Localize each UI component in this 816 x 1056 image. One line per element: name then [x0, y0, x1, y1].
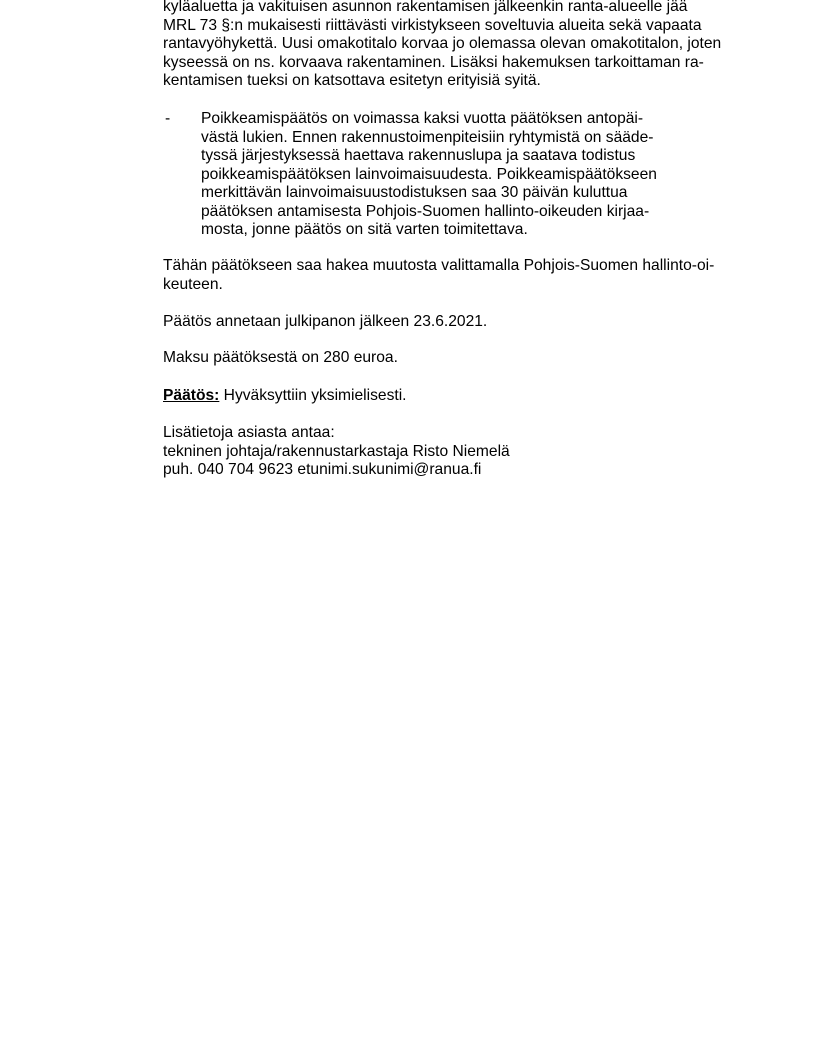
appeal-paragraph [163, 257, 714, 294]
fee-paragraph: Maksu päätöksestä on 280 euroa. [163, 349, 398, 366]
issued-paragraph: Päätös annetaan julkipanon jälkeen 23.6.2021. [163, 313, 488, 330]
bullet-item-validity [201, 110, 657, 240]
text-line: Tähän päätökseen saa hakea muutosta valittamalla Pohjois-Suomen hallinto-oi- [163, 257, 715, 274]
text-line: kyseessä on ns. korvaava rakentaminen. Lisäksi hakemuksen tarkoittaman ra- [163, 53, 704, 71]
text-line: päätöksen antamisesta Pohjois-Suomen hallinto-oikeuden kirjaa- [201, 202, 650, 220]
paragraph-justification [163, 0, 721, 91]
text-line: poikkeamispäätöksen lainvoimaisuudesta. Poikkeamispäätökseen [201, 165, 657, 183]
contact-info [163, 424, 510, 480]
text-line: mosta, jonne päätös on sitä varten toimitettava. [201, 221, 528, 238]
decision-text: Hyväksyttiin yksimielisesti. [219, 387, 407, 404]
contact-heading: Lisätietoja asiasta antaa: [163, 424, 335, 441]
text-line: Poikkeamispäätös on voimassa kaksi vuotta päätöksen antopäi- [201, 110, 644, 127]
text-line: kyläaluetta ja vakituisen asunnon rakentamisen jälkeenkin ranta-alueelle jää [163, 0, 688, 15]
text-line: keuteen. [163, 275, 223, 293]
text-line: merkittävän lainvoimaisuustodistuksen saa 30 päivän kuluttua [201, 184, 628, 201]
decision-label: Päätös: [163, 387, 220, 404]
bullet-marker: - [165, 110, 171, 127]
text-line: västä lukien. Ennen rakennustoimenpiteisiin ryhtymistä on sääde- [201, 128, 654, 146]
text-line: kentamisen tueksi on katsottava esitetyn erityisiä syitä. [163, 72, 541, 89]
text-line: tyssä järjestyksessä haettava rakennuslupa ja saatava todistus [201, 147, 636, 164]
contact-person: tekninen johtaja/rakennustarkastaja Risto Niemelä [163, 442, 510, 460]
text-line: MRL 73 §:n mukaisesti riittävästi virkistykseen soveltuvia alueita sekä vapaata [163, 16, 702, 34]
contact-phone-email: puh. 040 704 9623 etunimi.sukunimi@ranua.fi [163, 461, 482, 478]
text-line: rantavyöhykettä. Uusi omakotitalo korvaa jo olemassa olevan omakotitalon, joten [163, 35, 722, 52]
decision-paragraph [163, 387, 407, 406]
